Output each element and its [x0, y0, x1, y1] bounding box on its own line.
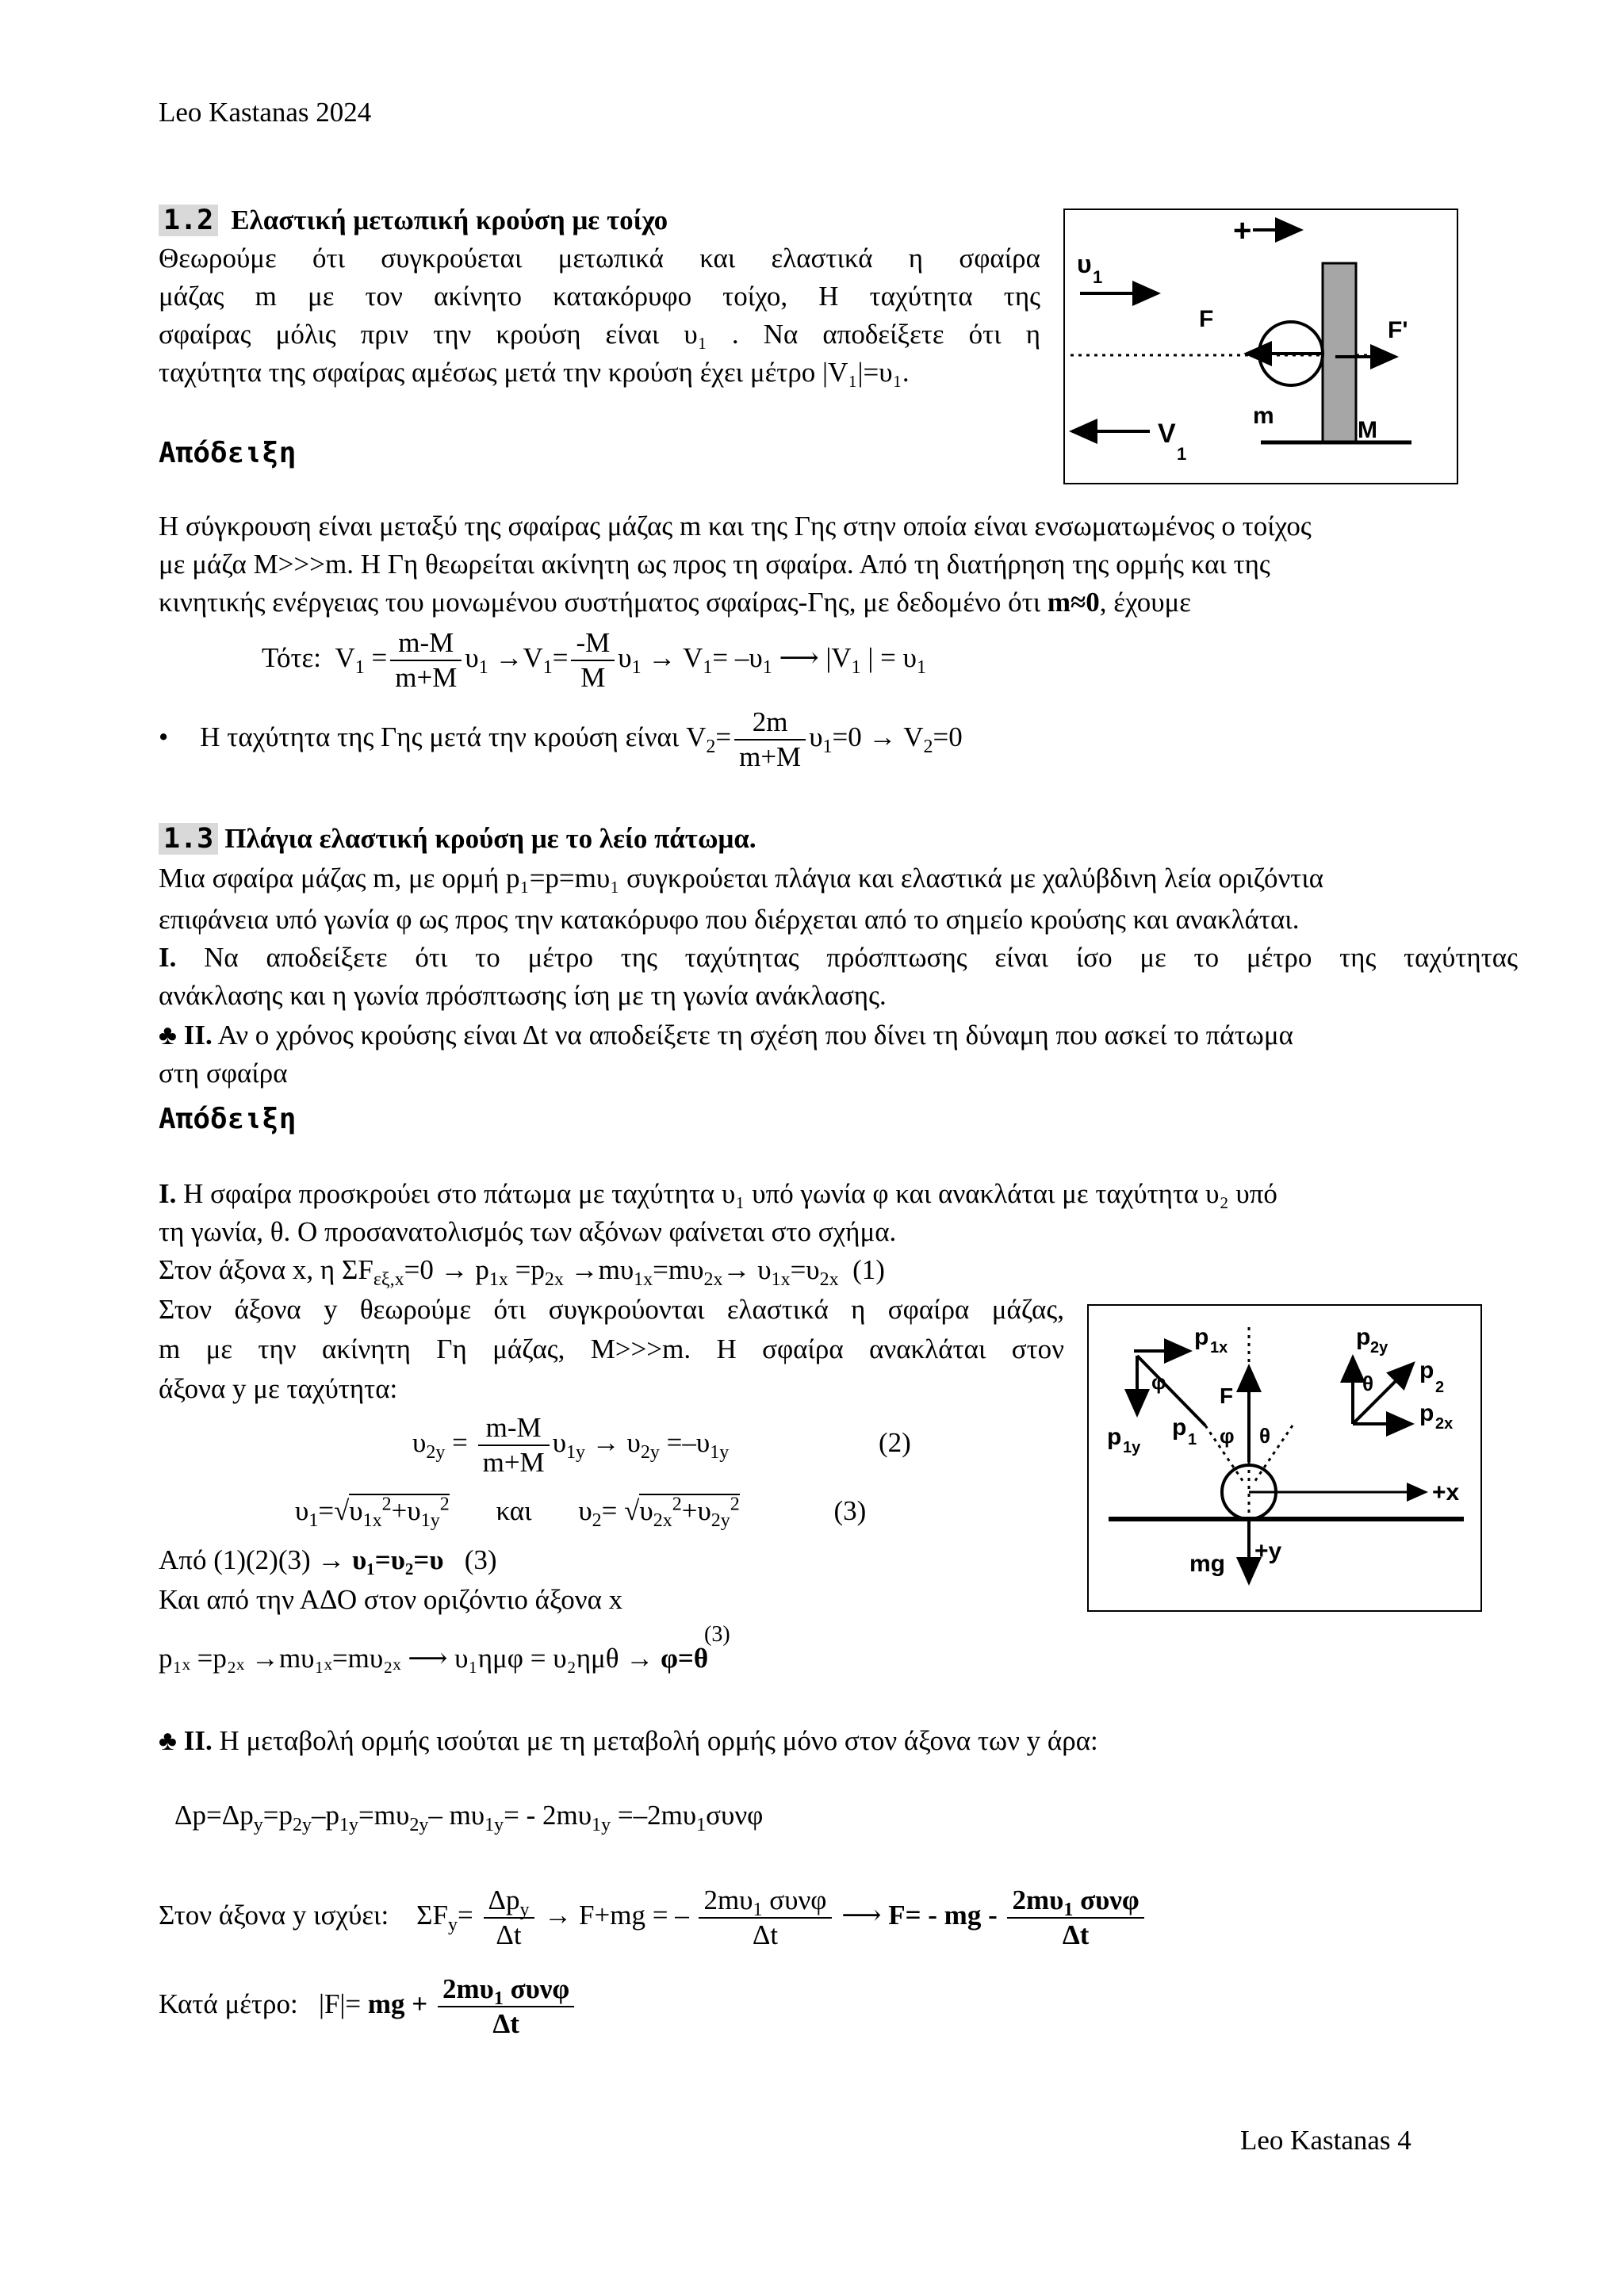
- section-number: 1.2: [159, 205, 218, 236]
- oblique-collision-figure: [1086, 1303, 1483, 1613]
- text: p₁ₓ =p₂ₓ →mυ₁ₓ=mυ₂ₓ ⟶ υ₁ημφ = υ₂ημθ: [159, 1643, 619, 1674]
- p2-label: p: [1419, 1357, 1434, 1383]
- p2x-sub: 2x: [1435, 1415, 1454, 1433]
- V1-label: V: [1158, 419, 1176, 449]
- p2-sub: 2: [1435, 1379, 1445, 1396]
- p2y-sub: 2y: [1370, 1339, 1388, 1357]
- paragraph-line: p₁ₓ =p₂ₓ →mυ₁ₓ=mυ₂ₓ ⟶ υ₁ημφ = υ₂ημθ → φ=θ: [159, 1643, 709, 1674]
- x-axis-label: +x: [1432, 1479, 1460, 1506]
- section-title: Πλάγια ελαστική κρούση με το λείο πάτωμα.: [224, 823, 756, 854]
- result: φ=θ: [661, 1643, 709, 1674]
- v1-label: υ: [1077, 250, 1092, 278]
- paragraph-line: Θεωρούμε ότι συγκρούεται μετωπικά και ελαστικά η σφαίρα: [159, 243, 1040, 274]
- theta-label: θ: [1362, 1372, 1374, 1395]
- text: Αν ο χρόνος κρούσης είναι Δt να αποδείξετε τη σχέση που δίνει τη δύναμη που ασκεί το πάτωμα: [217, 1020, 1293, 1050]
- paragraph-line: στη σφαίρα: [159, 1058, 288, 1089]
- paragraph-line: άξονα y με ταχύτητα:: [159, 1373, 398, 1404]
- phi-angle-label: φ: [1220, 1424, 1235, 1448]
- mass-m-label: m: [1253, 403, 1274, 429]
- p1x-label: p: [1194, 1324, 1209, 1350]
- p1y-label: p: [1107, 1424, 1122, 1450]
- equation-u2y: $\upsilon_{2y}$ = $\frac{m-M}{m+M}$ $\upsilon_{1y} \to \upsilon_{2y} =-\upsilon_{1y}$ (2): [412, 1412, 911, 1478]
- phi-label: φ: [1151, 1370, 1166, 1394]
- equation-dp: $\Delta p=\Delta p_y=p_{2y}-p_{1y}=m\upsilon_{2y}-$ $m\upsilon_{1y}= - 2m\upsilon_{1y} =-2m\upsilon_1\sigma\upsilon\nu\varphi$: [174, 1800, 764, 1835]
- paragraph-line: Μια σφαίρα μάζας m, με ορμή p₁=p=mυ₁ συγκρούεται πλάγια και ελαστικά με χαλύβδινη λεία οριζόντια: [159, 863, 1324, 894]
- p1-label: p: [1172, 1414, 1187, 1441]
- paragraph-line: μάζας m με τον ακίνητο κατακόρυφο τοίχο, Η ταχύτητα της: [159, 281, 1040, 312]
- v1-sub: 1: [1093, 267, 1103, 287]
- p1x-sub: 1x: [1210, 1339, 1228, 1357]
- paragraph-line: σφαίρας μόλις πριν την κρούση είναι υ₁ . Να αποδείξετε ότι η: [159, 319, 1040, 350]
- equation-V1: Τότε: $V_1$ = $\frac{m-M}{m+M}$ $\upsilon_1 \to V_1=$ $\frac{-M}{M}$ $\upsilon_1 \to V_1= -\upsilon_1$ ⟶ $|V_1$ | = $\upsilon_1$: [262, 627, 926, 693]
- roman-I: Ι.: [159, 942, 177, 973]
- proof-heading: Απόδειξη: [159, 1103, 297, 1135]
- text: κινητικής ενέργειας του μονωμένου συστήματος σφαίρας-Γης, με δεδομένο ότι: [159, 587, 1041, 618]
- paragraph-line: [159, 1724, 1098, 1758]
- section-number: 1.3: [159, 823, 218, 855]
- paragraph-line: m με την ακίνητη Γη μάζας, Μ>>>m. Η σφαίρα ανακλάται στον: [159, 1334, 1064, 1364]
- wall-collision-figure: [1063, 208, 1459, 485]
- text: Η σφαίρα προσκρούει στο πάτωμα με ταχύτητα υ₁ υπό γωνία φ και ανακλάται με ταχύτητα υ₂ υπό: [183, 1178, 1277, 1209]
- bullet-text: Η ταχύτητα της Γης μετά την κρούση είναι: [200, 721, 680, 753]
- paragraph-line: τη γωνία, θ. Ο προσανατολισμός των αξόνων φαίνεται στο σχήμα.: [159, 1216, 897, 1247]
- text: (3): [464, 1544, 497, 1575]
- p1-sub: 1: [1188, 1431, 1197, 1448]
- paragraph-line: με μάζα Μ>>>m. Η Γη θεωρείται ακίνητη ως προς τη σφαίρα. Από τη διατήρηση της ορμής και της: [159, 549, 1270, 580]
- paragraph-line: Στον άξονα y θεωρούμε ότι συγκρούονται ελαστικά η σφαίρα μάζας,: [159, 1294, 1064, 1325]
- roman-II: ♣ ΙΙ.: [159, 1725, 213, 1756]
- force-F-label: F: [1220, 1383, 1234, 1408]
- paragraph-line: Και από την ΑΔΟ στον οριζόντιο άξονα x: [159, 1584, 623, 1615]
- text: Η μεταβολή ορμής ισούται με τη μεταβολή ορμής μόνο στον άξονα των y άρα:: [219, 1725, 1098, 1756]
- paragraph-line: [159, 940, 1518, 975]
- plus-sign: +: [1233, 213, 1252, 248]
- theta-angle-label: θ: [1259, 1424, 1271, 1448]
- roman-II: ♣ ΙΙ.: [159, 1020, 213, 1050]
- equation-magnitude-F: Κατά μέτρο: |F|= mg + $\frac{2m\upsilon_1 \sigma\upsilon\nu\varphi}{\Delta t}$: [159, 1973, 577, 2041]
- section-1-2-heading: [159, 203, 668, 238]
- section-1-3-heading: [159, 821, 756, 856]
- paragraph-line: [159, 585, 1191, 620]
- eq-tag: (2): [878, 1427, 911, 1459]
- paragraph-line: ανάκλασης και η γωνία πρόσπτωσης ίση με τη γωνία ανάκλασης.: [159, 980, 887, 1011]
- paragraph-line: Η σύγκρουση είναι μεταξύ της σφαίρας μάζας m και της Γης στην οποία είναι ενσωματωμένος ο τοίχος: [159, 511, 1312, 541]
- result: υ₁=υ₂=υ: [352, 1544, 444, 1575]
- page-header: Leo Kastanas 2024: [159, 97, 372, 128]
- over-arrow-label: (3): [704, 1622, 730, 1647]
- text: Στον άξονα y ισχύει:: [159, 1900, 389, 1931]
- text: Να αποδείξετε ότι το μέτρο της ταχύτητας πρόσπτωσης είναι ίσο με το μέτρο της ταχύτητας: [204, 942, 1518, 973]
- paragraph-line: ταχύτητα της σφαίρας αμέσως μετά την κρούση έχει μέτρο |V₁|=υ₁.: [159, 357, 910, 388]
- y-axis-label: +y: [1254, 1538, 1282, 1564]
- eq-lead: Τότε:: [262, 642, 321, 674]
- text: , έχουμε: [1099, 587, 1192, 618]
- p2y-label: p: [1356, 1324, 1371, 1350]
- equation-magnitudes: $\upsilon_1=√\upsilon_{1x}^2+\upsilon_{1y}^2$ και $\upsilon_2= √\upsilon_{2x}^2+\upsilon_{2y}^2$ (3): [295, 1494, 867, 1531]
- eq-and: και: [496, 1495, 532, 1526]
- bullet-item: • Η ταχύτητα της Γης μετά την κρούση είναι $V_2=$ $\frac{2m}{m+M}$ $\upsilon_1=0 \to V_2=0$: [159, 706, 963, 772]
- text: Κατά μέτρο:: [159, 1988, 298, 2020]
- text: Στον άξονα x, η ΣF: [159, 1254, 373, 1285]
- paragraph-line: Στον άξονα x, η $\Sigma F_{\varepsilon\xi,x}=0 \to p_{1x} =p_{2x} \to m\upsilon_{1x}=m\upsilon_{2x}\to \upsilon_{1x}=\upsilon_{2x}$ (1): [159, 1254, 885, 1290]
- paragraph-line: [159, 1177, 1277, 1211]
- weight-mg-label: mg: [1189, 1551, 1225, 1577]
- text: Από (1)(2)(3) →: [159, 1544, 346, 1575]
- p1y-sub: 1y: [1123, 1439, 1141, 1456]
- force-Fprime-label: F': [1388, 317, 1408, 343]
- equation-force: Στον άξονα y ισχύει: $\Sigma F_y=$ $\frac{\Delta p_y}{\Delta t}$ → F+mg = – $\frac{2m\upsilon_1 \sigma\upsilon\nu\varphi}{\Delta t}$ ⟶ F= - mg - $\frac{2m\upsilon_1 \sigma\upsilon\nu\varphi}{\Delta t}$: [159, 1884, 1147, 1952]
- p2x-label: p: [1419, 1400, 1434, 1426]
- eq-tag: (3): [833, 1495, 867, 1526]
- force-F-label: F: [1199, 306, 1214, 332]
- roman-I: Ι.: [159, 1178, 177, 1209]
- condition: m≈0: [1047, 587, 1100, 618]
- mass-M-label: M: [1358, 417, 1377, 443]
- page-footer: Leo Kastanas 4: [1240, 2125, 1411, 2156]
- section-title: Ελαστική μετωπική κρούση με τοίχο: [231, 205, 668, 235]
- V1-sub: 1: [1177, 444, 1187, 464]
- paragraph-line: [159, 1018, 1293, 1053]
- paragraph-line: επιφάνεια υπό γωνία φ ως προς την κατακόρυφο που διέρχεται από το σημείο κρούσης και ανακλάται.: [159, 904, 1300, 935]
- proof-heading: Απόδειξη: [159, 437, 297, 469]
- paragraph-line: [159, 1543, 497, 1578]
